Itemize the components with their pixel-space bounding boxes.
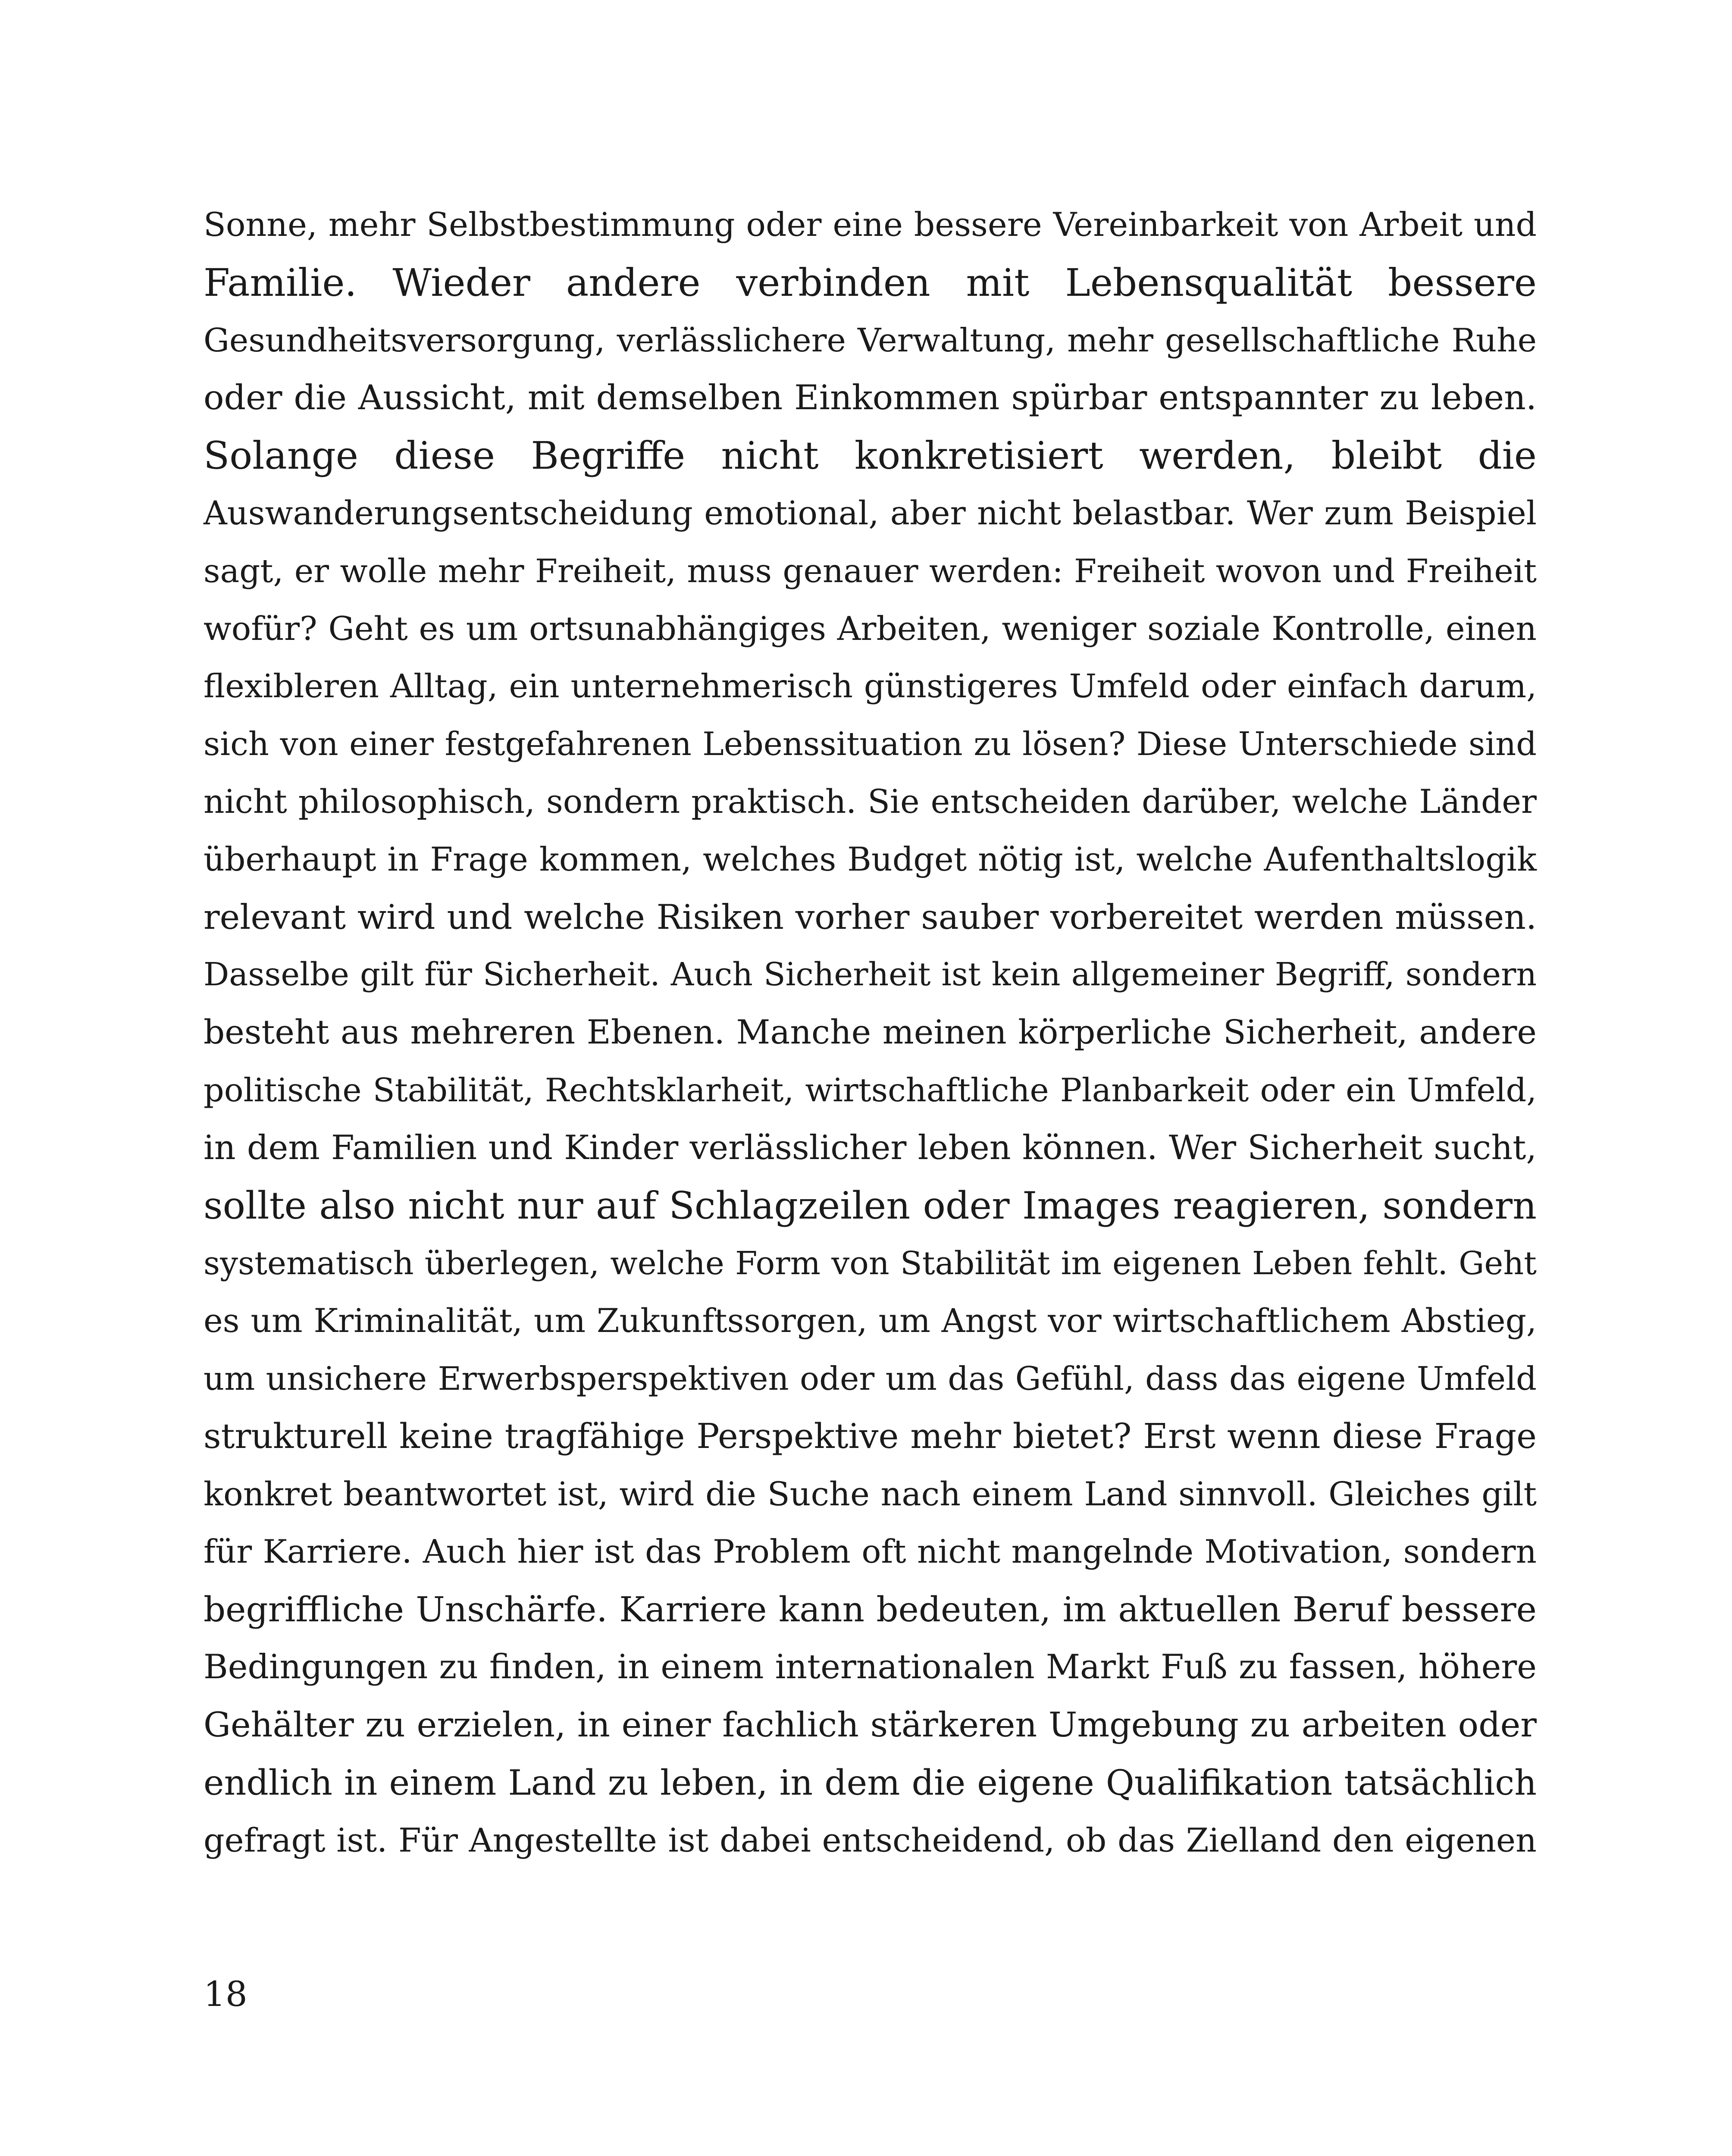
text-line: sich von einer festgefahrenen Lebenssituation zu lösen? Diese Unterschiede sind [204,725,1537,763]
text-line: sagt, er wolle mehr Freiheit, muss genauer werden: Freiheit wovon und Freiheit [204,552,1537,590]
text-line: Gehälter zu erzielen, in einer fachlich stärkeren Umgebung zu arbeiten oder [204,1705,1537,1745]
text-line: relevant wird und welche Risiken vorher sauber vorbereitet werden müssen. [204,897,1537,937]
text-line: überhaupt in Frage kommen, welches Budget nötig ist, welche Aufenthaltslogik [204,840,1537,878]
text-line: es um Kriminalität, um Zukunftssorgen, um Angst vor wirtschaftlichem Abstieg, [204,1302,1537,1340]
text-line: Dasselbe gilt für Sicherheit. Auch Sicherheit ist kein allgemeiner Begriff, sondern [204,956,1537,993]
text-line: Sonne, mehr Selbstbestimmung oder eine bessere Vereinbarkeit von Arbeit und [204,206,1537,244]
text-line: flexibleren Alltag, ein unternehmerisch günstigeres Umfeld oder einfach darum, [204,667,1537,705]
text-line: endlich in einem Land zu leben, in dem die eigene Qualifikation tatsächlich [204,1762,1537,1803]
text-line: Bedingungen zu finden, in einem internationalen Markt Fuß zu fassen, höhere [204,1647,1537,1686]
text-line: gefragt ist. Für Angestellte ist dabei entscheidend, ob das Zielland den eigenen [204,1821,1537,1860]
text-line: konkret beantwortet ist, wird die Suche nach einem Land sinnvoll. Gleiches gilt [204,1475,1537,1513]
body-text [204,196,1537,1869]
text-line: politische Stabilität, Rechtsklarheit, wirtschaftliche Planbarkeit oder ein Umfeld, [204,1071,1537,1109]
text-line: Gesundheitsversorgung, verlässlichere Verwaltung, mehr gesellschaftliche Ruhe [204,321,1537,359]
text-line: oder die Aussicht, mit demselben Einkommen spürbar entspannter zu leben. [204,378,1537,418]
text-line: nicht philosophisch, sondern praktisch. Sie entscheiden darüber, welche Länder [204,782,1537,821]
text-line: in dem Familien und Kinder verlässlicher leben können. Wer Sicherheit sucht, [204,1128,1537,1167]
text-line: um unsichere Erwerbsperspektiven oder um das Gefühl, dass das eigene Umfeld [204,1359,1537,1398]
text-line: strukturell keine tragfähige Perspektive mehr bietet? Erst wenn diese Frage [204,1416,1537,1456]
text-line: für Karriere. Auch hier ist das Problem oft nicht mangelnde Motivation, sondern [204,1532,1537,1571]
text-line: sollte also nicht nur auf Schlagzeilen oder Images reagieren, sondern [204,1183,1537,1228]
text-line: systematisch überlegen, welche Form von Stabilität im eigenen Leben fehlt. Geht [204,1244,1537,1282]
text-line: wofür? Geht es um ortsunabhängiges Arbeiten, weniger soziale Kontrolle, einen [204,609,1537,648]
text-line: Auswanderungsentscheidung emotional, aber nicht belastbar. Wer zum Beispiel [204,494,1537,532]
text-line: Solange diese Begriffe nicht konkretisiert werden, bleibt die [204,433,1537,478]
page-number: 18 [204,1974,247,2014]
text-line: Familie. Wieder andere verbinden mit Lebensqualität bessere [204,260,1537,305]
text-line: besteht aus mehreren Ebenen. Manche meinen körperliche Sicherheit, andere [204,1013,1537,1052]
text-line: begriffliche Unschärfe. Karriere kann bedeuten, im aktuellen Beruf bessere [204,1589,1537,1630]
